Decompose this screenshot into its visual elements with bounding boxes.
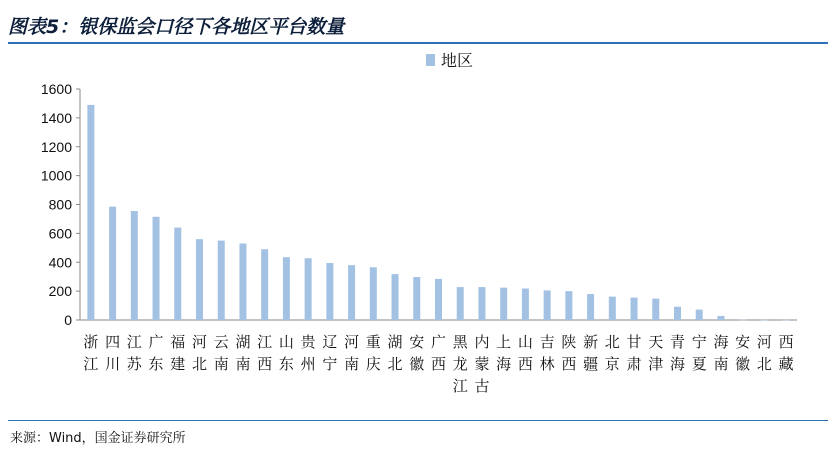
x-tick-label: 辽宁 — [322, 333, 338, 373]
x-tick-label: 重庆 — [365, 333, 381, 373]
x-tick-label: 黑龙江 — [452, 333, 468, 395]
y-tick-label: 1600 — [40, 81, 72, 97]
y-tick-label: 800 — [48, 196, 72, 213]
bar — [717, 316, 724, 320]
bar — [478, 287, 485, 320]
y-tick-label: 600 — [48, 225, 72, 242]
bar — [87, 105, 94, 320]
x-tick-label: 山西 — [517, 333, 533, 373]
x-tick-label: 云南 — [213, 333, 229, 373]
bar — [500, 288, 507, 320]
x-tick-label: 海南 — [713, 333, 729, 373]
x-tick-label: 湖南 — [235, 333, 251, 373]
x-tick-label: 河南 — [344, 333, 360, 373]
x-tick-label: 山东 — [278, 333, 294, 373]
y-tick-label: 0 — [64, 312, 72, 328]
bar — [348, 265, 355, 320]
footer-divider — [8, 420, 828, 421]
bar — [153, 217, 160, 320]
x-tick-label: 吉林 — [539, 333, 555, 373]
x-tick-label: 安徽 — [409, 333, 425, 373]
y-tick-label: 1400 — [40, 109, 72, 126]
bar — [435, 279, 442, 320]
bar — [609, 297, 616, 320]
x-tick-label: 广东 — [148, 333, 164, 373]
x-tick-label: 河北 — [756, 333, 772, 373]
y-axis-ticks — [41, 81, 80, 328]
x-tick-label: 内蒙古 — [474, 333, 490, 395]
source-note: 来源：Wind，国金证券研究所 — [10, 431, 186, 446]
x-axis-labels — [83, 333, 793, 395]
x-tick-label: 陕西 — [561, 333, 577, 373]
bar — [305, 258, 312, 320]
x-tick-label: 四川 — [105, 333, 121, 373]
bar — [218, 241, 225, 320]
x-tick-label: 浙江 — [83, 333, 99, 373]
x-tick-label: 宁夏 — [691, 333, 707, 373]
bar — [326, 263, 333, 320]
bar — [631, 298, 638, 320]
bar — [544, 290, 551, 320]
x-tick-label: 西藏 — [778, 333, 794, 373]
x-tick-label: 甘肃 — [626, 333, 642, 373]
y-tick-label: 200 — [48, 283, 72, 300]
y-tick-label: 400 — [48, 254, 72, 271]
bar — [696, 310, 703, 320]
legend-label: 地区 — [441, 51, 474, 70]
bar — [392, 274, 399, 320]
bar — [522, 289, 529, 320]
x-tick-label: 青海 — [669, 333, 686, 373]
bar — [565, 291, 572, 320]
bar — [457, 287, 464, 320]
legend — [426, 51, 473, 70]
chart-title: 图表5：银保监会口径下各地区平台数量 — [8, 16, 345, 38]
x-tick-label: 广西 — [430, 333, 447, 373]
bar — [174, 228, 181, 320]
bar — [196, 239, 203, 320]
bar — [239, 243, 246, 320]
y-tick-label: 1000 — [40, 167, 72, 184]
bar — [674, 307, 681, 320]
x-tick-label: 湖北 — [387, 333, 403, 373]
x-tick-label: 上海 — [496, 333, 512, 373]
x-tick-label: 北京 — [604, 333, 620, 373]
x-tick-label: 河北 — [191, 333, 208, 373]
x-tick-label: 新疆 — [583, 333, 599, 373]
bar — [261, 249, 268, 320]
bar — [587, 294, 594, 320]
bar — [131, 211, 138, 320]
bar — [283, 257, 290, 320]
chart-bars — [87, 105, 789, 320]
x-tick-label: 江西 — [257, 333, 273, 373]
x-tick-label: 安徽 — [735, 333, 751, 373]
x-tick-label: 福建 — [170, 333, 186, 373]
bar — [761, 320, 768, 321]
x-tick-label: 江苏 — [126, 333, 142, 373]
bar — [739, 320, 746, 321]
bar — [109, 207, 116, 320]
bar — [783, 320, 790, 321]
bar — [652, 299, 659, 320]
legend-swatch — [426, 54, 435, 66]
x-tick-label: 贵州 — [300, 333, 316, 373]
x-tick-label: 天津 — [648, 333, 664, 373]
y-tick-label: 1200 — [40, 138, 72, 155]
bar — [413, 277, 420, 320]
bar — [370, 267, 377, 320]
